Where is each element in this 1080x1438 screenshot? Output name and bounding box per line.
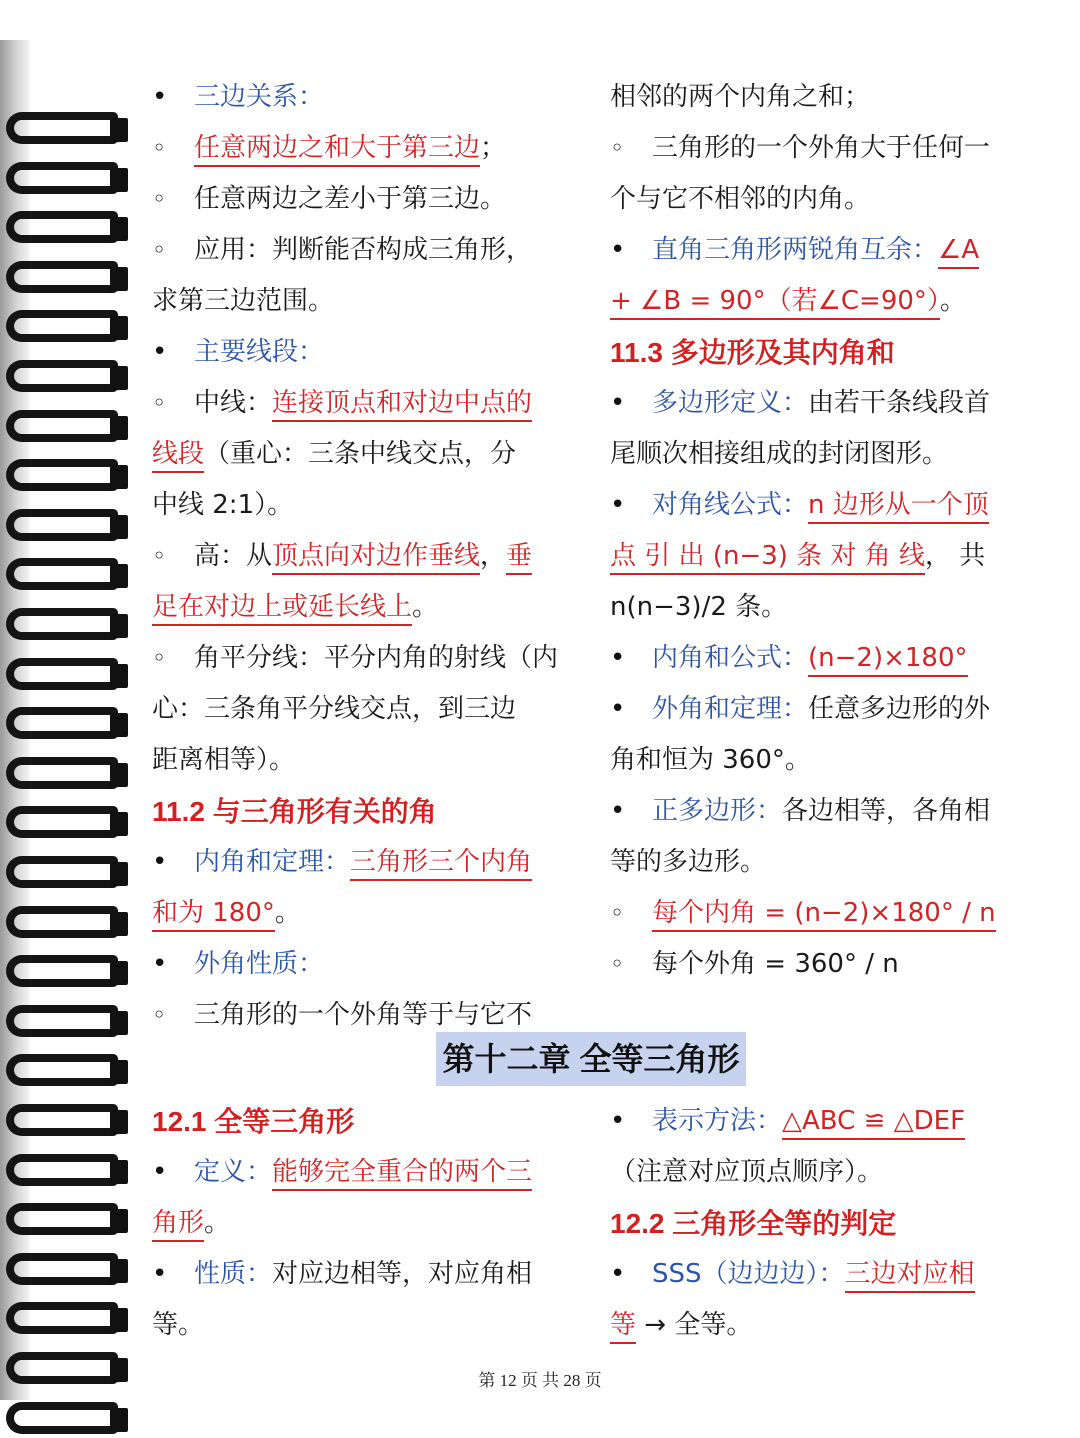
body-text: 等的多边形。	[610, 847, 767, 877]
bullet-dot-icon	[152, 1147, 194, 1198]
term-label: 三边关系：	[194, 82, 325, 112]
body-text: 中线：	[194, 388, 273, 418]
bullet-circle-icon	[610, 939, 652, 990]
text-line	[152, 378, 574, 429]
footer-suffix: 页	[584, 1371, 602, 1390]
body-text: 各边相等，各角相	[782, 796, 991, 826]
body-text: 三角形的一个外角等于与它不	[194, 1000, 533, 1030]
term-label: 内角和定理：	[194, 847, 351, 877]
highlighted-text: 点 引 出 (n−3) 条 对 角 线	[610, 541, 925, 575]
left-column	[152, 72, 574, 1041]
binding-ring	[6, 558, 128, 594]
highlighted-text: 足在对边上或延长线上	[152, 592, 412, 626]
text-line	[610, 888, 1032, 939]
bullet-dot-icon	[610, 225, 652, 276]
highlighted-text: + ∠B = 90°（若∠C=90°）	[610, 286, 940, 320]
text-line	[152, 1198, 574, 1249]
text-line	[610, 939, 1032, 990]
text-line	[152, 735, 574, 786]
bullet-circle-icon	[152, 633, 194, 684]
binding-ring	[6, 757, 128, 793]
text-line	[152, 429, 574, 480]
highlighted-text: 三边对应相	[845, 1259, 975, 1293]
text-line	[152, 684, 574, 735]
section-heading	[152, 1096, 574, 1147]
text-line	[152, 582, 574, 633]
text-line	[610, 72, 1032, 123]
highlighted-text: 三角形三个内角	[350, 847, 532, 881]
bullet-dot-icon	[152, 837, 194, 888]
body-text: 高：从	[194, 541, 273, 571]
body-text: 相邻的两个内角之和；	[610, 82, 871, 112]
body-text: 。	[412, 592, 439, 622]
text-line	[610, 582, 1032, 633]
bullet-circle-icon	[152, 174, 194, 225]
section-heading	[152, 786, 574, 837]
text-line	[152, 837, 574, 888]
highlighted-text: 顶点向对边作垂线	[272, 541, 480, 575]
body-text: n(n−3)/2 条。	[610, 592, 788, 622]
term-label: 正多边形：	[652, 796, 783, 826]
text-line	[152, 276, 574, 327]
text-line	[152, 1300, 574, 1351]
right-column	[610, 72, 1032, 990]
body-text: 求第三边范围。	[152, 286, 335, 316]
term-label: 性质：	[194, 1259, 273, 1289]
binding-ring	[6, 410, 128, 446]
bullet-dot-icon	[610, 378, 652, 429]
highlighted-text: 线段	[152, 439, 204, 473]
binding-ring	[6, 211, 128, 247]
body-text: 心：三条角平分线交点，到三边	[152, 694, 517, 724]
binding-ring	[6, 1253, 128, 1289]
binding-ring	[6, 261, 128, 297]
term-label: SSS（边边边）：	[652, 1259, 845, 1289]
bullet-circle-icon	[152, 225, 194, 276]
term-label: 主要线段：	[194, 337, 325, 367]
binding-ring	[6, 1104, 128, 1140]
text-line	[610, 1249, 1032, 1300]
text-line	[610, 1300, 1032, 1351]
term-label: 内角和公式：	[652, 643, 809, 673]
text-line	[152, 1249, 574, 1300]
body-text: 角和恒为 360°。	[610, 745, 811, 775]
term-label: 外角性质：	[194, 949, 325, 979]
body-text: → 全等。	[636, 1310, 753, 1340]
heading-text: 12.2 三角形全等的判定	[610, 1208, 897, 1239]
binding-ring	[6, 856, 128, 892]
bullet-dot-icon	[152, 72, 194, 123]
text-line	[152, 939, 574, 990]
body-text: （注意对应顶点顺序）。	[610, 1157, 884, 1187]
text-line	[610, 837, 1032, 888]
highlighted-text: 连接顶点和对边中点的	[272, 388, 532, 422]
highlighted-text: ∠A	[938, 235, 979, 269]
body-text: 三角形的一个外角大于任何一	[652, 133, 991, 163]
body-text: ， 共	[924, 541, 986, 571]
text-line	[610, 123, 1032, 174]
bullet-dot-icon	[152, 327, 194, 378]
binding-ring	[6, 1203, 128, 1239]
text-line	[610, 1147, 1032, 1198]
term-label: 多边形定义：	[652, 388, 809, 418]
bullet-dot-icon	[610, 1249, 652, 1300]
bullet-dot-icon	[610, 1096, 652, 1147]
binding-ring	[6, 1154, 128, 1190]
bullet-circle-icon	[152, 378, 194, 429]
bullet-circle-icon	[152, 990, 194, 1041]
text-line	[610, 735, 1032, 786]
body-text: 任意多边形的外	[808, 694, 991, 724]
body-text: 由若干条线段首	[808, 388, 991, 418]
binding-ring	[6, 459, 128, 495]
chapter-title: 第十二章 全等三角形	[436, 1032, 746, 1086]
bullet-dot-icon	[610, 786, 652, 837]
text-line	[610, 225, 1032, 276]
term-label: 直角三角形两锐角互余：	[652, 235, 939, 265]
text-line	[152, 174, 574, 225]
body-text: 尾顺次相接组成的封闭图形。	[610, 439, 949, 469]
binding-ring	[6, 707, 128, 743]
text-line	[610, 429, 1032, 480]
text-line	[610, 684, 1032, 735]
heading-text: 11.3 多边形及其内角和	[610, 337, 895, 368]
highlighted-text: 等	[610, 1310, 636, 1344]
highlighted-text: 能够完全重合的两个三	[272, 1157, 532, 1191]
binding-ring	[6, 1402, 128, 1438]
text-line	[152, 531, 574, 582]
body-text: 对应边相等，对应角相	[272, 1259, 533, 1289]
section-heading	[610, 1198, 1032, 1249]
bullet-dot-icon	[152, 939, 194, 990]
body-text: 距离相等）。	[152, 745, 296, 775]
bullet-dot-icon	[610, 633, 652, 684]
heading-text: 11.2 与三角形有关的角	[152, 796, 437, 827]
binding-ring	[6, 1054, 128, 1090]
term-label: 外角和定理：	[652, 694, 809, 724]
text-line	[610, 531, 1032, 582]
footer-middle: 页 共	[520, 1371, 560, 1390]
highlighted-text: 每个内角 = (n−2)×180° / n	[652, 898, 996, 932]
highlighted-text: △ABC ≌ △DEF	[782, 1106, 965, 1140]
text-line	[152, 123, 574, 174]
text-line	[610, 1096, 1032, 1147]
page-number: 12	[499, 1371, 517, 1390]
text-line	[152, 888, 574, 939]
binding-ring	[6, 162, 128, 198]
term-label: 对角线公式：	[652, 490, 809, 520]
text-line	[152, 480, 574, 531]
body-text: 任意两边之差小于第三边。	[194, 184, 507, 214]
body-text: 个与它不相邻的内角。	[610, 184, 871, 214]
text-line	[152, 327, 574, 378]
bullet-dot-icon	[152, 1249, 194, 1300]
highlighted-text: n 边形从一个顶	[808, 490, 989, 524]
highlighted-text: 垂	[506, 541, 532, 575]
page-footer	[0, 1366, 1080, 1391]
bullet-circle-icon	[610, 888, 652, 939]
text-line	[152, 633, 574, 684]
text-line	[610, 378, 1032, 429]
bullet-dot-icon	[610, 684, 652, 735]
bullet-dot-icon	[610, 480, 652, 531]
page-total: 28	[563, 1371, 581, 1390]
highlighted-text: (n−2)×180°	[808, 643, 968, 677]
binding-ring	[6, 360, 128, 396]
highlighted-text: 和为 180°	[152, 898, 275, 932]
bullet-circle-icon	[152, 531, 194, 582]
text-line	[610, 480, 1032, 531]
body-text: ，	[480, 541, 507, 571]
binding-ring	[6, 112, 128, 148]
binding-ring	[6, 906, 128, 942]
highlighted-text: 角形	[152, 1208, 204, 1242]
heading-text: 12.1 全等三角形	[152, 1106, 355, 1137]
bullet-circle-icon	[152, 123, 194, 174]
text-line	[610, 633, 1032, 684]
text-line	[610, 276, 1032, 327]
term-label: 表示方法：	[652, 1106, 783, 1136]
text-line	[610, 786, 1032, 837]
text-line	[152, 72, 574, 123]
body-text: （重心：三条中线交点，分	[204, 439, 517, 469]
body-text: 。	[274, 898, 301, 928]
binding-ring	[6, 658, 128, 694]
spiral-binding	[0, 40, 140, 1400]
body-text: 应用：判断能否构成三角形，	[194, 235, 533, 265]
binding-ring	[6, 1005, 128, 1041]
binding-ring	[6, 310, 128, 346]
section-heading	[610, 327, 1032, 378]
binding-ring	[6, 1302, 128, 1338]
body-text: 等。	[152, 1310, 205, 1340]
body-text: 每个外角 = 360° / n	[652, 949, 899, 979]
body-text: 角平分线：平分内角的射线（内	[194, 643, 559, 673]
footer-prefix: 第	[478, 1371, 496, 1390]
body-text: 中线 2:1）。	[152, 490, 294, 520]
binding-ring	[6, 509, 128, 545]
binding-ring	[6, 608, 128, 644]
text-line	[152, 1147, 574, 1198]
body-text: 。	[204, 1208, 231, 1238]
bullet-circle-icon	[610, 123, 652, 174]
right-column-chapter12	[610, 1096, 1032, 1351]
body-text: 。	[939, 286, 966, 316]
highlighted-text: 任意两边之和大于第三边	[194, 133, 480, 167]
term-label: 定义：	[194, 1157, 273, 1187]
text-line	[610, 174, 1032, 225]
left-column-chapter12	[152, 1096, 574, 1351]
text-line	[152, 225, 574, 276]
binding-ring	[6, 955, 128, 991]
binding-ring	[6, 806, 128, 842]
body-text: ；	[480, 133, 507, 163]
